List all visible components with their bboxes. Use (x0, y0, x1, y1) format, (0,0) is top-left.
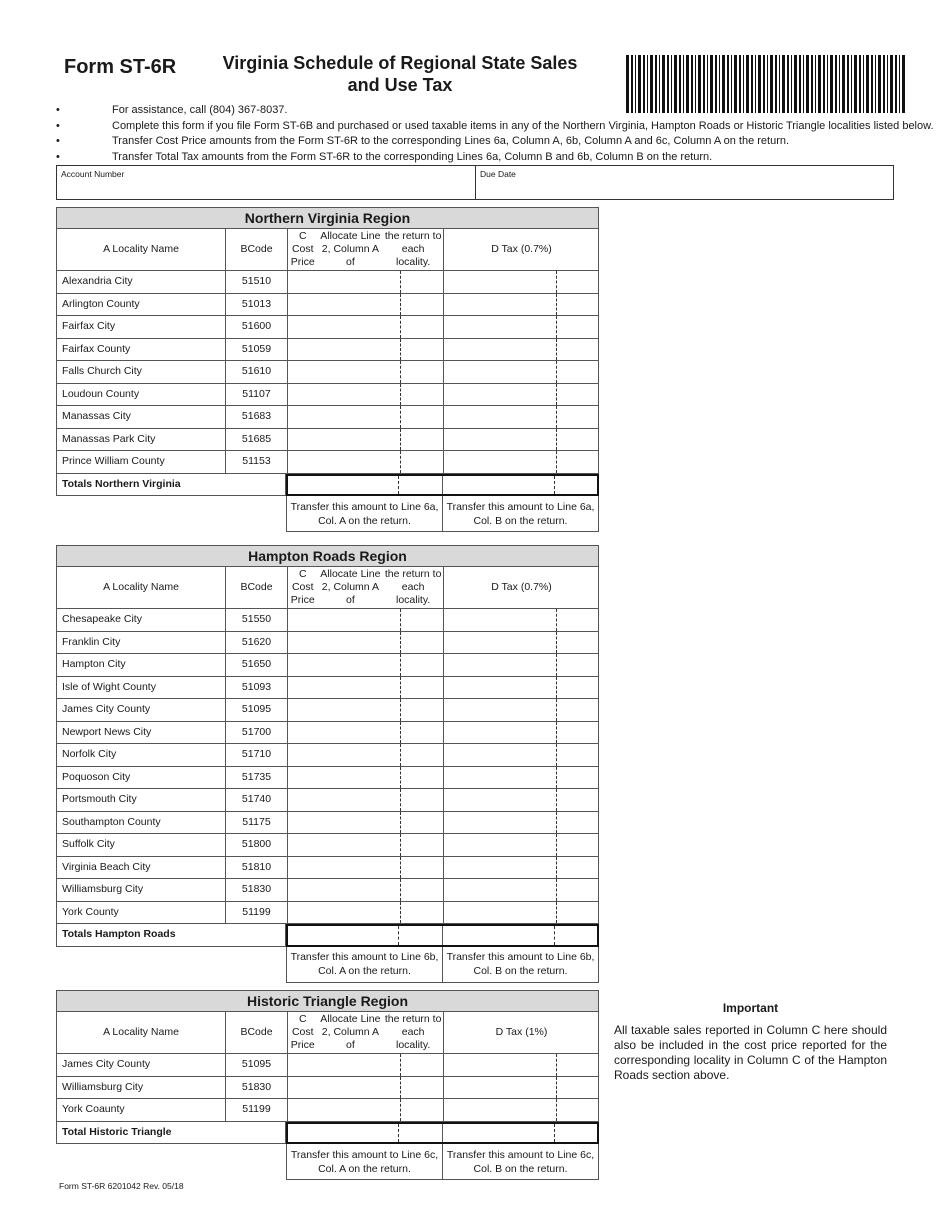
column-divider (442, 476, 443, 495)
totals-input-box[interactable] (286, 1122, 599, 1145)
cents-divider (400, 1054, 401, 1076)
totals-label: Totals Hampton Roads (56, 924, 286, 947)
due-date-label: Due Date (480, 169, 516, 179)
locality-name: James City County (62, 1058, 151, 1070)
locality-code: 51199 (225, 1099, 287, 1121)
table-row (56, 1077, 599, 1100)
cost-price-input[interactable] (287, 744, 443, 766)
transfer-note (442, 496, 599, 532)
header-cost-price (287, 1012, 443, 1053)
column-header-row (56, 1012, 599, 1054)
locality-code: 51095 (225, 699, 287, 721)
table-row (56, 654, 599, 677)
table-row (56, 361, 599, 384)
cents-divider (556, 339, 557, 361)
cents-divider (556, 654, 557, 676)
tax-input[interactable] (443, 654, 599, 676)
cents-divider (400, 1099, 401, 1121)
tax-input[interactable] (443, 767, 599, 789)
header-cost-price-line: the return to each locality. (384, 1013, 442, 1051)
table-row (56, 722, 599, 745)
cost-price-input[interactable] (287, 902, 443, 924)
transfer-instructions (56, 496, 599, 532)
locality-code: 51175 (225, 812, 287, 834)
transfer-note (286, 496, 443, 532)
locality-code: 51683 (225, 406, 287, 428)
locality-name: Virginia Beach City (62, 860, 151, 873)
table-row (56, 834, 599, 857)
cents-divider (400, 316, 401, 338)
cents-divider (400, 744, 401, 766)
tax-input[interactable] (443, 361, 599, 383)
instruction-item: • Transfer Cost Price amounts from the Form ST-6R to the corresponding Lines 6a, Column A, 6b, Column A and 6c, Column A on the return. (56, 134, 936, 150)
cents-divider (400, 722, 401, 744)
locality-name: Alexandria City (62, 275, 133, 287)
locality-name: Newport News City (62, 725, 152, 738)
table-row (56, 789, 599, 812)
locality-code: 51735 (225, 767, 287, 789)
cost-price-input[interactable] (287, 879, 443, 901)
cost-price-input[interactable] (287, 361, 443, 383)
header-code-line: Code (247, 243, 273, 255)
totals-input-box[interactable] (286, 924, 599, 947)
transfer-note (286, 1144, 443, 1180)
transfer-instructions (56, 947, 599, 983)
header-cost-price (287, 229, 443, 270)
locality-code: 51199 (225, 902, 287, 924)
column-header-row (56, 229, 599, 271)
due-date-field[interactable] (476, 166, 895, 199)
table-row (56, 384, 599, 407)
cost-price-input[interactable] (287, 699, 443, 721)
cents-divider (556, 632, 557, 654)
table-row (56, 744, 599, 767)
region-title: Hampton Roads Region (56, 545, 599, 567)
instruction-item: • Complete this form if you file Form ST-6B and purchased or used taxable items in any of the Northern Virginia, Hampton Roads or Historic Triangle localities listed below. (56, 119, 936, 135)
cents-divider (556, 429, 557, 451)
totals-label: Totals Northern Virginia (56, 474, 286, 497)
table-row (56, 902, 599, 925)
locality-code: 51095 (225, 1054, 287, 1076)
locality-name: Williamsburg City (62, 1080, 144, 1093)
cost-price-input[interactable] (287, 384, 443, 406)
tax-input[interactable] (443, 271, 599, 293)
locality-code: 51685 (225, 429, 287, 451)
header-code (225, 1012, 287, 1053)
transfer-note-line: Transfer this amount to Line 6a, (446, 500, 595, 513)
tax-input[interactable] (443, 316, 599, 338)
locality-code: 51610 (225, 361, 287, 383)
cents-divider (556, 294, 557, 316)
locality-code: 51013 (225, 294, 287, 316)
tax-input[interactable] (443, 699, 599, 721)
locality-code: 51600 (225, 316, 287, 338)
locality-code: 51700 (225, 722, 287, 744)
cents-divider (556, 271, 557, 293)
locality-name: James City County (62, 703, 151, 715)
cents-divider (556, 722, 557, 744)
locality-code: 51093 (225, 677, 287, 699)
locality-name: Loudoun County (62, 387, 140, 400)
cents-divider (400, 699, 401, 721)
totals-row (56, 924, 599, 947)
cents-divider (556, 767, 557, 789)
cents-divider (400, 857, 401, 879)
locality-name: Norfolk City (62, 748, 117, 760)
cost-price-input[interactable] (287, 316, 443, 338)
tax-input[interactable] (443, 834, 599, 856)
transfer-note-text (447, 1148, 594, 1176)
locality-name: Manassas City (62, 410, 131, 422)
table-row (56, 632, 599, 655)
cents-divider (556, 812, 557, 834)
cost-price-input[interactable] (287, 677, 443, 699)
cents-divider (556, 451, 557, 473)
cents-divider (556, 902, 557, 924)
locality-code: 51830 (225, 1077, 287, 1099)
column-header-row (56, 567, 599, 609)
tax-input[interactable] (443, 722, 599, 744)
transfer-note-line: Col. A on the return. (318, 514, 411, 527)
tax-input[interactable] (443, 384, 599, 406)
cost-price-input[interactable] (287, 632, 443, 654)
cost-price-input[interactable] (287, 609, 443, 631)
transfer-note-line: Col. B on the return. (473, 965, 568, 977)
locality-name: Hampton City (62, 658, 126, 670)
column-divider (442, 926, 443, 945)
instructions (56, 103, 936, 165)
cents-divider (556, 744, 557, 766)
tax-input[interactable] (443, 902, 599, 924)
cents-divider (400, 451, 401, 473)
cents-divider (556, 699, 557, 721)
locality-code: 51650 (225, 654, 287, 676)
table-row (56, 406, 599, 429)
column-divider (442, 1124, 443, 1143)
cost-price-input[interactable] (287, 767, 443, 789)
table-row (56, 767, 599, 790)
cents-divider (400, 834, 401, 856)
locality-name: Poquoson City (62, 770, 131, 783)
cost-price-input[interactable] (287, 722, 443, 744)
totals-row (56, 1122, 599, 1145)
transfer-note (286, 947, 443, 983)
cents-divider (556, 384, 557, 406)
tax-input[interactable] (443, 1099, 599, 1121)
transfer-note-line: Col. A on the return. (318, 1162, 411, 1175)
cents-divider (400, 767, 401, 789)
important-text: All taxable sales reported in Column C here should also be included in the cost price reported for the corresponding locality in Column C of the Hampton Roads section above. (614, 1023, 887, 1082)
locality-code: 51153 (225, 451, 287, 473)
locality-name: Suffolk City (62, 838, 115, 850)
tax-input[interactable] (443, 339, 599, 361)
cents-divider (400, 677, 401, 699)
header-cost-price-line: Allocate Line 2, Column A of (320, 1013, 381, 1051)
tax-input[interactable] (443, 632, 599, 654)
transfer-note (442, 947, 599, 983)
tax-input[interactable] (443, 744, 599, 766)
locality-name: York County (62, 905, 119, 918)
header-code-line: Code (247, 581, 273, 593)
header-locality-name: A Locality Name (103, 581, 179, 593)
cents-divider (400, 339, 401, 361)
locality-name: York Coaunty (62, 1103, 125, 1115)
header-locality-name: A Locality Name (103, 1026, 179, 1038)
transfer-note-line: Transfer this amount to Line 6b, (290, 951, 439, 963)
tax-input[interactable] (443, 789, 599, 811)
locality-name: Chesapeake City (62, 613, 142, 625)
transfer-note-text (447, 950, 595, 978)
locality-code: 51710 (225, 744, 287, 766)
locality-code: 51107 (225, 384, 287, 406)
region-title: Historic Triangle Region (56, 990, 599, 1012)
locality-name: Southampton County (62, 815, 161, 828)
header-code-line: B (240, 1026, 248, 1038)
historic-triangle-section (56, 990, 599, 1180)
header-locality-name: A Locality Name (103, 243, 179, 255)
instruction-item: • For assistance, call (804) 367-8037. (56, 103, 936, 119)
cost-price-input[interactable] (287, 429, 443, 451)
cost-price-input[interactable] (287, 294, 443, 316)
cents-divider (556, 857, 557, 879)
form-title: Virginia Schedule of Regional State Sales and Use Tax (222, 53, 578, 95)
cents-divider (400, 429, 401, 451)
tax-input[interactable] (443, 1054, 599, 1076)
cost-price-input[interactable] (287, 789, 443, 811)
account-number-label: Account Number (61, 169, 125, 179)
cost-price-input[interactable] (287, 339, 443, 361)
cents-divider (556, 316, 557, 338)
totals-row (56, 474, 599, 497)
cents-divider (554, 476, 555, 495)
cost-price-input[interactable] (287, 834, 443, 856)
transfer-note-text (291, 500, 439, 528)
header-cost-price-line: C Cost Price (290, 1013, 315, 1051)
header-code (225, 229, 287, 270)
locality-name: Portsmouth City (62, 793, 137, 805)
northern-virginia-section (56, 207, 599, 532)
cents-divider (556, 834, 557, 856)
locality-code: 51740 (225, 789, 287, 811)
important-note (614, 1001, 887, 1083)
form-id: Form ST-6R (64, 56, 177, 78)
table-row (56, 451, 599, 474)
cents-divider (554, 926, 555, 945)
header-cost-price-line: the return to each locality. (384, 230, 442, 268)
cents-divider (556, 406, 557, 428)
table-row (56, 812, 599, 835)
cost-price-input[interactable] (287, 1054, 443, 1076)
cents-divider (400, 271, 401, 293)
cents-divider (400, 789, 401, 811)
transfer-note-text (447, 500, 595, 528)
tax-input[interactable] (443, 812, 599, 834)
locality-code: 51510 (225, 271, 287, 293)
cents-divider (400, 294, 401, 316)
locality-name: Prince William County (62, 455, 165, 467)
cost-price-input[interactable] (287, 857, 443, 879)
table-row (56, 271, 599, 294)
cents-divider (398, 476, 399, 495)
locality-name: Williamsburg City (62, 883, 144, 895)
cents-divider (400, 361, 401, 383)
tax-input[interactable] (443, 857, 599, 879)
transfer-note (442, 1144, 599, 1180)
transfer-note-line: Col. B on the return. (473, 514, 568, 527)
table-row (56, 677, 599, 700)
header-code (225, 567, 287, 608)
table-row (56, 699, 599, 722)
header-cost-price-line: Allocate Line 2, Column A of (320, 230, 381, 268)
cents-divider (400, 879, 401, 901)
table-row (56, 609, 599, 632)
cents-divider (400, 812, 401, 834)
header-cost-price-line: C Cost Price (290, 230, 315, 268)
cents-divider (554, 1124, 555, 1143)
cents-divider (400, 902, 401, 924)
tax-input[interactable] (443, 451, 599, 473)
locality-name: Fairfax City (62, 320, 116, 332)
transfer-note-line: Col. A on the return. (318, 965, 411, 977)
transfer-note-line: Transfer this amount to Line 6b, (446, 951, 595, 963)
header-cost-price (287, 567, 443, 608)
cost-price-input[interactable] (287, 1077, 443, 1099)
cents-divider (398, 926, 399, 945)
transfer-note-line: Transfer this amount to Line 6c, (446, 1148, 595, 1161)
cents-divider (556, 1077, 557, 1099)
cents-divider (556, 879, 557, 901)
header-code-line: B (240, 581, 248, 593)
table-row (56, 429, 599, 452)
tax-input[interactable] (443, 1077, 599, 1099)
cents-divider (556, 609, 557, 631)
cents-divider (556, 361, 557, 383)
instruction-item: • Transfer Total Tax amounts from the Form ST-6R to the corresponding Lines 6a, Column B and 6b, Column B on the return. (56, 150, 936, 166)
header-code-line: B (240, 243, 248, 255)
table-row (56, 316, 599, 339)
header-tax: D Tax (0.7%) (443, 229, 599, 270)
transfer-note-text (291, 950, 439, 978)
cents-divider (400, 654, 401, 676)
transfer-note-line: Transfer this amount to Line 6c, (290, 1148, 439, 1161)
transfer-note-line: Transfer this amount to Line 6a, (290, 500, 439, 513)
table-row (56, 879, 599, 902)
header-code-line: Code (247, 1026, 273, 1038)
hampton-roads-section (56, 545, 599, 983)
table-row (56, 294, 599, 317)
locality-name: Falls Church City (62, 365, 142, 377)
locality-name: Arlington County (62, 297, 140, 310)
locality-name: Isle of Wight County (62, 680, 156, 693)
account-info-box (56, 165, 894, 200)
locality-name: Franklin City (62, 635, 121, 648)
form-footer: Form ST-6R 6201042 Rev. 05/18 (59, 1181, 184, 1191)
header-cost-price-line: C Cost Price (290, 568, 315, 606)
table-row (56, 339, 599, 362)
locality-code: 51059 (225, 339, 287, 361)
cost-price-input[interactable] (287, 654, 443, 676)
tax-input[interactable] (443, 429, 599, 451)
tax-input[interactable] (443, 609, 599, 631)
important-heading: Important (722, 1001, 779, 1015)
account-number-field[interactable] (57, 166, 476, 199)
header-tax: D Tax (1%) (443, 1012, 599, 1053)
table-row (56, 857, 599, 880)
locality-name: Manassas Park City (62, 432, 156, 445)
tax-input[interactable] (443, 677, 599, 699)
cost-price-input[interactable] (287, 812, 443, 834)
cost-price-input[interactable] (287, 451, 443, 473)
totals-label: Total Historic Triangle (56, 1122, 286, 1145)
totals-input-box[interactable] (286, 474, 599, 497)
transfer-note-line: Col. B on the return. (473, 1162, 568, 1175)
header-tax: D Tax (0.7%) (443, 567, 599, 608)
cost-price-input[interactable] (287, 271, 443, 293)
locality-code: 51830 (225, 879, 287, 901)
locality-code: 51800 (225, 834, 287, 856)
cents-divider (556, 677, 557, 699)
cents-divider (400, 609, 401, 631)
header-cost-price-line: the return to each locality. (384, 568, 442, 606)
header-cost-price-line: Allocate Line 2, Column A of (320, 568, 381, 606)
transfer-note-text (291, 1148, 438, 1176)
locality-name: Fairfax County (62, 342, 131, 355)
locality-code: 51810 (225, 857, 287, 879)
cents-divider (400, 632, 401, 654)
tax-input[interactable] (443, 406, 599, 428)
cents-divider (556, 789, 557, 811)
cost-price-input[interactable] (287, 1099, 443, 1121)
locality-code: 51620 (225, 632, 287, 654)
table-row (56, 1054, 599, 1077)
cost-price-input[interactable] (287, 406, 443, 428)
transfer-instructions (56, 1144, 599, 1180)
table-row (56, 1099, 599, 1122)
cents-divider (400, 384, 401, 406)
cents-divider (400, 406, 401, 428)
tax-input[interactable] (443, 294, 599, 316)
cents-divider (556, 1099, 557, 1121)
cents-divider (556, 1054, 557, 1076)
locality-code: 51550 (225, 609, 287, 631)
tax-input[interactable] (443, 879, 599, 901)
cents-divider (398, 1124, 399, 1143)
cents-divider (400, 1077, 401, 1099)
region-title: Northern Virginia Region (56, 207, 599, 229)
